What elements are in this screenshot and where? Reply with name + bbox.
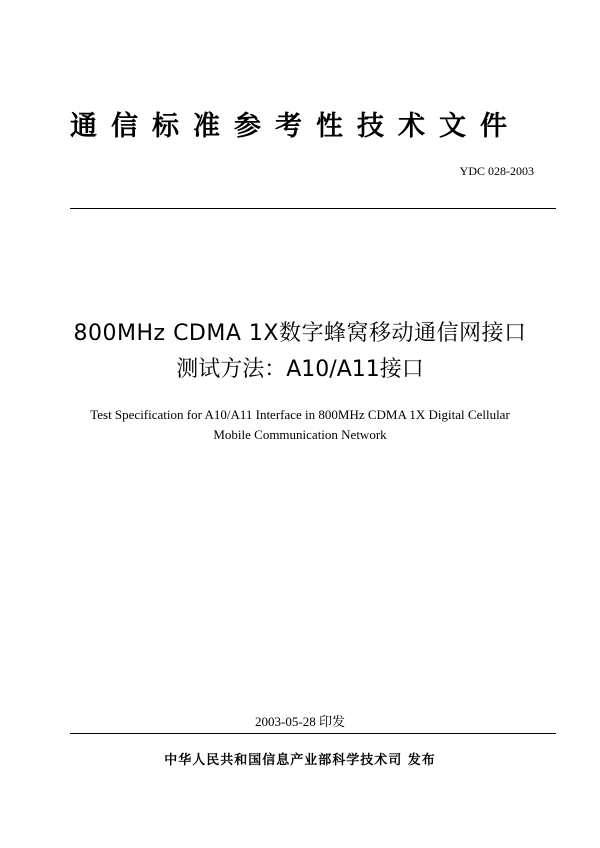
- english-title-line1: Test Specification for A10/A11 Interface in 800MHz CDMA 1X Digital Cellular: [90, 407, 510, 422]
- document-title-line1: 800MHz CDMA 1X数字蜂窝移动通信网接口: [73, 321, 527, 346]
- bottom-divider: [70, 733, 556, 734]
- top-divider: [70, 208, 556, 209]
- english-title-line2: Mobile Communication Network: [213, 427, 387, 442]
- document-title-line2: 测试方法：A10/A11接口: [176, 357, 424, 382]
- header-title: 通信标准参考性技术文件: [70, 111, 521, 142]
- print-date: 2003-05-28 印发: [255, 714, 345, 729]
- publisher-line: 中华人民共和国信息产业部科学技术司 发布: [164, 753, 436, 768]
- document-code: YDC 028-2003: [459, 164, 534, 178]
